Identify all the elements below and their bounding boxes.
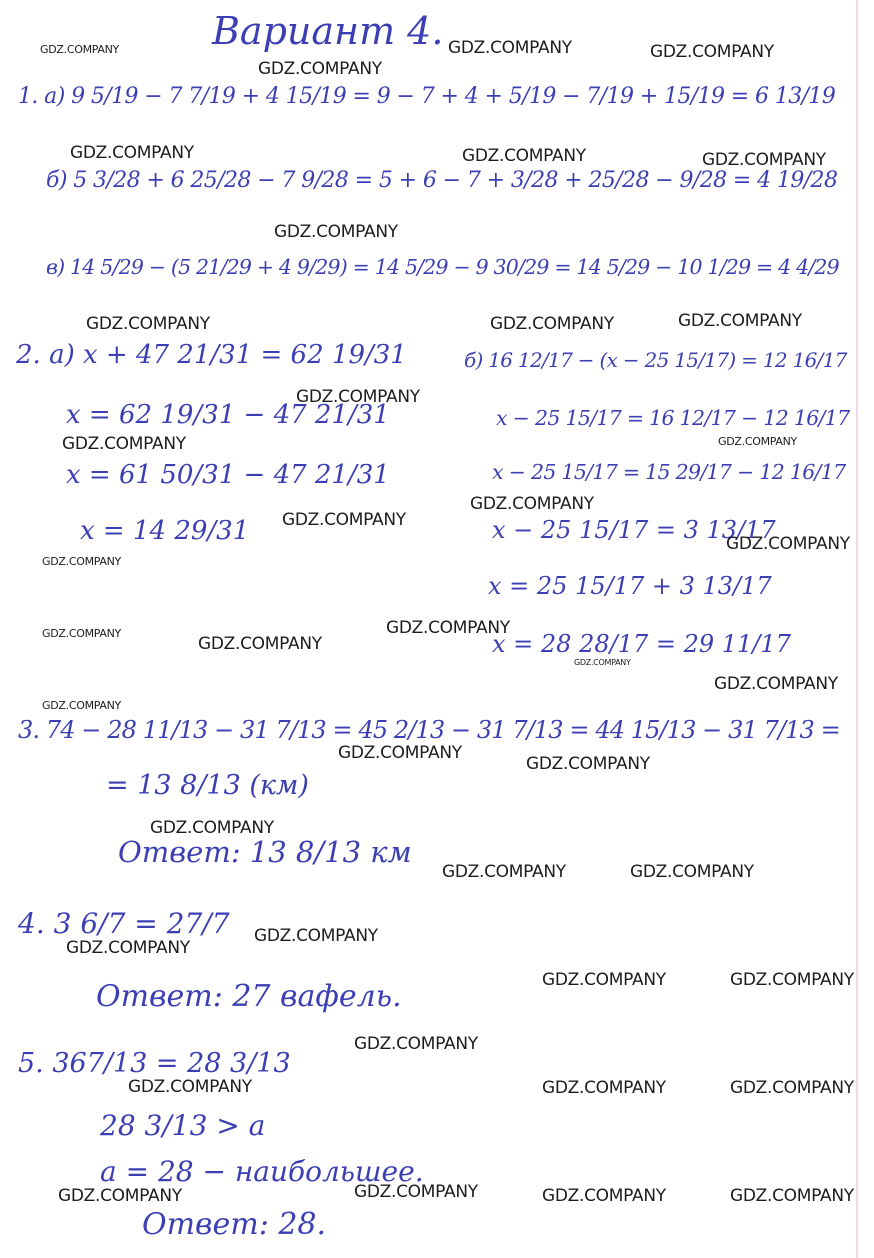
- watermark: GDZ.COMPANY: [448, 38, 572, 58]
- watermark: GDZ.COMPANY: [702, 150, 826, 170]
- watermark: GDZ.COMPANY: [296, 387, 420, 407]
- watermark: GDZ.COMPANY: [42, 555, 121, 568]
- watermark: GDZ.COMPANY: [274, 222, 398, 242]
- task3-answer: Ответ: 13 8/13 км: [118, 835, 412, 869]
- watermark: GDZ.COMPANY: [490, 314, 614, 334]
- watermark: GDZ.COMPANY: [678, 311, 802, 331]
- watermark: GDZ.COMPANY: [442, 862, 566, 882]
- watermark: GDZ.COMPANY: [66, 938, 190, 958]
- watermark: GDZ.COMPANY: [40, 43, 119, 56]
- watermark: GDZ.COMPANY: [254, 926, 378, 946]
- task1-v: в) 14 5/29 − (5 21/29 + 4 9/29) = 14 5/29 − 9 30/29 = 14 5/29 − 10 1/29 = 4 4/29: [46, 255, 839, 279]
- task4-answer: Ответ: 27 вафель.: [96, 979, 402, 1014]
- watermark: GDZ.COMPANY: [86, 314, 210, 334]
- watermark: GDZ.COMPANY: [354, 1182, 478, 1202]
- task1-a: 1. а) 9 5/19 − 7 7/19 + 4 15/19 = 9 − 7 + 4 + 5/19 − 7/19 + 15/19 = 6 13/19: [18, 84, 836, 109]
- watermark: GDZ.COMPANY: [338, 743, 462, 763]
- task2-a-line3: x = 61 50/31 − 47 21/31: [66, 460, 390, 490]
- watermark: GDZ.COMPANY: [42, 627, 121, 640]
- watermark: GDZ.COMPANY: [526, 754, 650, 774]
- watermark: GDZ.COMPANY: [542, 970, 666, 990]
- watermark: GDZ.COMPANY: [470, 494, 594, 514]
- watermark: GDZ.COMPANY: [730, 1186, 854, 1206]
- task2-a-line2: x = 62 19/31 − 47 21/31: [66, 400, 390, 430]
- watermark: GDZ.COMPANY: [354, 1034, 478, 1054]
- watermark: GDZ.COMPANY: [70, 143, 194, 163]
- watermark: GDZ.COMPANY: [462, 146, 586, 166]
- task3-line2: = 13 8/13 (км): [106, 770, 309, 801]
- task5-line1: 5. 367/13 = 28 3/13: [18, 1048, 291, 1079]
- watermark: GDZ.COMPANY: [128, 1077, 252, 1097]
- task2-b-line5: x = 25 15/17 + 3 13/17: [488, 572, 772, 600]
- watermark: GDZ.COMPANY: [630, 862, 754, 882]
- task2-a-line1: 2. а) x + 47 21/31 = 62 19/31: [16, 340, 407, 370]
- task2-b-line3: x − 25 15/17 = 15 29/17 − 12 16/17: [492, 460, 846, 484]
- watermark: GDZ.COMPANY: [198, 634, 322, 654]
- page-title: Вариант 4.: [212, 9, 444, 53]
- task2-b-line6: x = 28 28/17 = 29 11/17: [492, 630, 791, 658]
- watermark: GDZ.COMPANY: [258, 59, 382, 79]
- watermark: GDZ.COMPANY: [574, 658, 631, 667]
- watermark: GDZ.COMPANY: [542, 1078, 666, 1098]
- watermark: GDZ.COMPANY: [62, 434, 186, 454]
- margin-line: [856, 0, 858, 1258]
- watermark: GDZ.COMPANY: [58, 1186, 182, 1206]
- task5-line3: a = 28 − наибольшее.: [100, 1155, 424, 1188]
- task5-line2: 28 3/13 > a: [100, 1109, 266, 1142]
- watermark: GDZ.COMPANY: [542, 1186, 666, 1206]
- watermark: GDZ.COMPANY: [726, 534, 850, 554]
- task2-a-line4: x = 14 29/31: [80, 516, 250, 546]
- watermark: GDZ.COMPANY: [386, 618, 510, 638]
- watermark: GDZ.COMPANY: [730, 1078, 854, 1098]
- task2-b-line1: б) 16 12/17 − (x − 25 15/17) = 12 16/17: [464, 348, 847, 372]
- task2-b-line2: x − 25 15/17 = 16 12/17 − 12 16/17: [496, 406, 850, 430]
- watermark: GDZ.COMPANY: [150, 818, 274, 838]
- task2-b-line4: x − 25 15/17 = 3 13/17: [492, 516, 776, 544]
- watermark: GDZ.COMPANY: [730, 970, 854, 990]
- task1-b: б) 5 3/28 + 6 25/28 − 7 9/28 = 5 + 6 − 7 + 3/28 + 25/28 − 9/28 = 4 19/28: [46, 168, 838, 193]
- watermark: GDZ.COMPANY: [42, 699, 121, 712]
- watermark: GDZ.COMPANY: [282, 510, 406, 530]
- task4-line1: 4. 3 6/7 = 27/7: [18, 907, 230, 940]
- watermark: GDZ.COMPANY: [714, 674, 838, 694]
- task5-answer: Ответ: 28.: [142, 1207, 327, 1242]
- task3-line1: 3. 74 − 28 11/13 − 31 7/13 = 45 2/13 − 31 7/13 = 44 15/13 − 31 7/13 =: [18, 716, 840, 744]
- watermark: GDZ.COMPANY: [650, 42, 774, 62]
- watermark: GDZ.COMPANY: [718, 435, 797, 448]
